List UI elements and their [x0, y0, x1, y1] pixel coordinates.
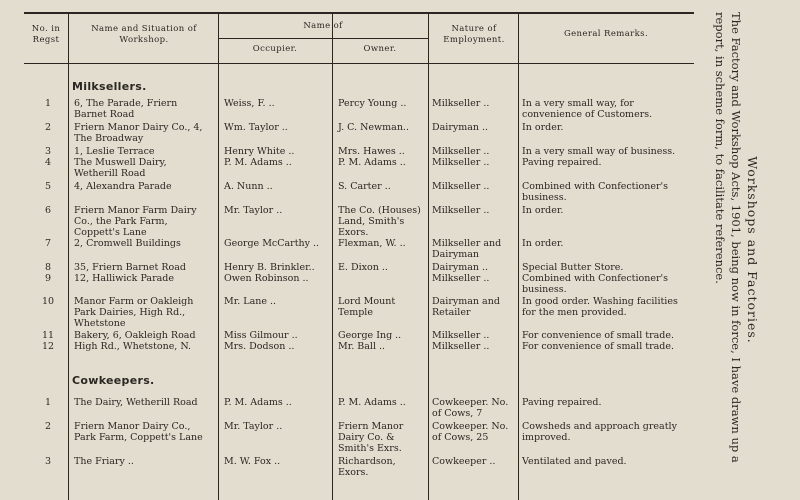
owner: Mrs. Hawes ..: [338, 146, 405, 157]
header-occupier: Occupier.: [252, 44, 298, 54]
row-number: 3: [44, 146, 52, 157]
top-rule: [24, 12, 694, 14]
owner: S. Carter ..: [338, 181, 391, 192]
header-remarks: General Remarks.: [563, 29, 649, 39]
owner: Lord Mount Temple: [338, 296, 396, 318]
occupier: Mrs. Dodson ..: [224, 341, 295, 352]
workshop-name: 6, The Parade, Friern Barnet Road: [74, 98, 178, 120]
general-remarks: In a very small way, for convenience of Customers.: [522, 98, 653, 120]
row-number: 2: [44, 421, 52, 432]
occupier: Mr. Taylor ..: [224, 421, 283, 432]
row-number: 8: [44, 262, 52, 273]
workshop-name: Bakery, 6, Oakleigh Road: [74, 330, 196, 341]
nature-of-employment: Milkseller and Dairyman: [432, 238, 502, 260]
occupier: Miss Gilmour ..: [224, 330, 298, 341]
nature-of-employment: Milkseller ..: [432, 157, 490, 168]
column-divider: [218, 14, 219, 500]
occupier: Wm. Taylor ..: [224, 122, 288, 133]
workshop-name: The Dairy, Wetherill Road: [74, 397, 198, 408]
row-number: 12: [41, 341, 55, 352]
general-remarks: Paving repaired.: [522, 157, 602, 168]
nature-of-employment: Dairyman ..: [432, 122, 489, 133]
workshop-name: 12, Halliwick Parade: [74, 273, 174, 284]
owner: E. Dixon ..: [338, 262, 388, 273]
workshop-name: 4, Alexandra Parade: [74, 181, 172, 192]
general-remarks: In order.: [522, 205, 564, 216]
occupier: Owen Robinson ..: [224, 273, 309, 284]
occupier: Mr. Taylor ..: [224, 205, 283, 216]
owner: Percy Young ..: [338, 98, 407, 109]
workshop-name: Manor Farm or Oakleigh Park Dairies, High Rd., Whetstone: [74, 296, 194, 329]
nature-of-employment: Milkseller ..: [432, 273, 490, 284]
general-remarks: In order.: [522, 122, 564, 133]
owner: Friern Manor Dairy Co. & Smith's Exrs.: [338, 421, 404, 454]
nature-of-employment: Cowkeeper ..: [432, 456, 496, 467]
general-remarks: For convenience of small trade.: [522, 330, 675, 341]
general-remarks: Combined with Confectioner's business.: [522, 273, 668, 295]
workshop-name: The Friary ..: [74, 456, 134, 467]
owner: George Ing ..: [338, 330, 402, 341]
header-name-of: Name of: [303, 21, 343, 31]
occupier: Weiss, F. ..: [224, 98, 275, 109]
nature-of-employment: Milkseller ..: [432, 341, 490, 352]
occupier: Henry B. Brinkler..: [224, 262, 315, 273]
general-remarks: In good order. Washing facilities for the men provided.: [522, 296, 678, 318]
row-number: 10: [41, 296, 55, 307]
workshop-name: 35, Friern Barnet Road: [74, 262, 186, 273]
occupier: M. W. Fox ..: [224, 456, 281, 467]
workshop-name: High Rd., Whetstone, N.: [74, 341, 192, 352]
row-number: 4: [44, 157, 52, 168]
workshop-name: Friern Manor Farm Dairy Co., the Park Farm, Coppett's Lane: [74, 205, 197, 238]
occupier: A. Nunn ..: [224, 181, 273, 192]
general-remarks: For convenience of small trade.: [522, 341, 675, 352]
nature-of-employment: Cowkeeper. No. of Cows, 7: [432, 397, 509, 419]
header-owner: Owner.: [363, 44, 397, 54]
nature-of-employment: Milkseller ..: [432, 205, 490, 216]
row-number: 11: [41, 330, 55, 341]
general-remarks: Cowsheds and approach greatly improved.: [522, 421, 677, 443]
side-heading-block: [700, 12, 760, 488]
owner: The Co. (Houses) Land, Smith's Exors.: [338, 205, 421, 238]
column-divider: [428, 14, 429, 500]
header-nature: Nature of Employment.: [443, 24, 505, 45]
owner: J. C. Newman..: [338, 122, 409, 133]
nature-of-employment: Dairyman and Retailer: [432, 296, 500, 318]
header-name-situation: Name and Situation of Workshop.: [91, 24, 197, 45]
general-remarks: In a very small way of business.: [522, 146, 676, 157]
column-divider: [332, 14, 333, 500]
column-divider: [68, 14, 69, 500]
owner: Richardson, Exors.: [338, 456, 396, 478]
occupier: P. M. Adams ..: [224, 157, 292, 168]
nature-of-employment: Milkseller ..: [432, 98, 490, 109]
occupier: Henry White ..: [224, 146, 295, 157]
workshop-name: The Muswell Dairy, Wetherill Road: [74, 157, 167, 179]
general-remarks: Combined with Confectioner's business.: [522, 181, 668, 203]
section-title-milksellers: Milksellers.: [72, 80, 147, 93]
row-number: 2: [44, 122, 52, 133]
nature-of-employment: Milkseller ..: [432, 181, 490, 192]
workshop-name: Friern Manor Dairy Co., 4, The Broadway: [74, 122, 203, 144]
nature-of-employment: Milkseller ..: [432, 146, 490, 157]
row-number: 7: [44, 238, 52, 249]
owner: Flexman, W. ..: [338, 238, 406, 249]
nature-of-employment: Milkseller ..: [432, 330, 490, 341]
section-title-cowkeepers: Cowkeepers.: [72, 374, 155, 387]
workshop-name: Friern Manor Dairy Co., Park Farm, Coppett's Lane: [74, 421, 203, 443]
workshop-name: 1, Leslie Terrace: [74, 146, 155, 157]
occupier: George McCarthy ..: [224, 238, 320, 249]
row-number: 9: [44, 273, 52, 284]
owner: Mr. Ball ..: [338, 341, 386, 352]
column-divider: [518, 14, 519, 500]
side-text: The Factory and Workshop Acts, 1901, being now in force, I have drawn up a report, in scheme form, to facilitate reference.: [713, 12, 743, 463]
general-remarks: Special Butter Store.: [522, 262, 624, 273]
row-number: 5: [44, 181, 52, 192]
general-remarks: Paving repaired.: [522, 397, 602, 408]
owner: P. M. Adams ..: [338, 397, 406, 408]
occupier-owner-rule: [218, 38, 428, 39]
nature-of-employment: Dairyman ..: [432, 262, 489, 273]
general-remarks: In order.: [522, 238, 564, 249]
nature-of-employment: Cowkeeper. No. of Cows, 25: [432, 421, 509, 443]
header-no: No. in Regst: [31, 24, 61, 45]
workshop-name: 2, Cromwell Buildings: [74, 238, 181, 249]
owner: P. M. Adams ..: [338, 157, 406, 168]
header-rule: [24, 63, 694, 64]
general-remarks: Ventilated and paved.: [522, 456, 627, 467]
occupier: Mr. Lane ..: [224, 296, 277, 307]
occupier: P. M. Adams ..: [224, 397, 292, 408]
row-number: 1: [44, 98, 52, 109]
row-number: 1: [44, 397, 52, 408]
row-number: 6: [44, 205, 52, 216]
row-number: 3: [44, 456, 52, 467]
side-title: Workshops and Factories.: [745, 156, 760, 344]
